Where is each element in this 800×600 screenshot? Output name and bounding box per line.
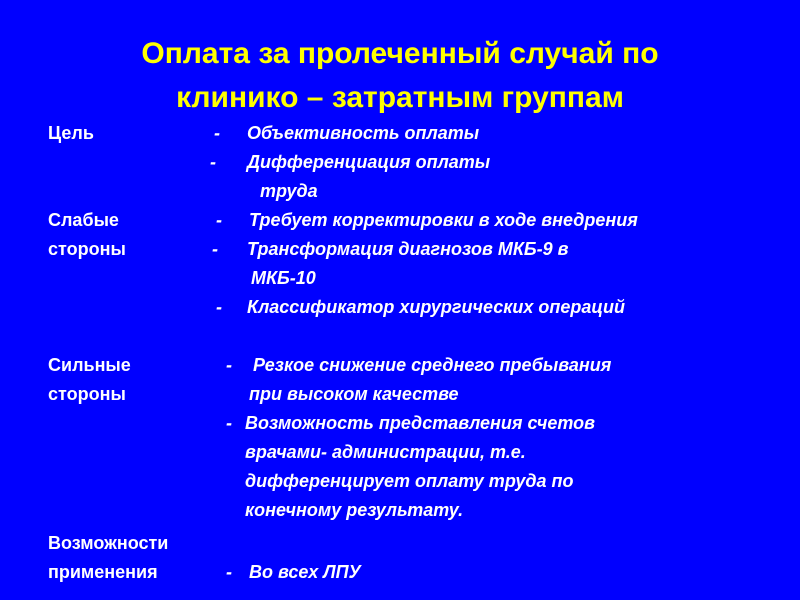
- strong-dash-1: -: [226, 355, 232, 375]
- strong-item-2-cont-1: врачами- администрации, т.е.: [245, 442, 526, 462]
- weak-item-2: Трансформация диагнозов МКБ-9 в: [247, 239, 569, 259]
- strong-item-2-cont-3: конечному результату.: [245, 500, 464, 520]
- applicability-label-2: применения: [48, 562, 158, 582]
- strong-item-1-cont: при высоком качестве: [249, 384, 459, 404]
- goal-label: Цель: [48, 123, 94, 143]
- applicability-item-1: Во всех ЛПУ: [249, 562, 361, 582]
- goal-item-1: Объективность оплаты: [247, 123, 480, 143]
- weak-item-1: Требует корректировки в ходе внедрения: [249, 210, 638, 230]
- weak-label-2: стороны: [48, 239, 126, 259]
- applicability-label-1: Возможности: [48, 533, 169, 553]
- weak-dash-1: -: [216, 210, 222, 230]
- goal-item-2-cont: труда: [260, 181, 318, 201]
- goal-dash-1: -: [214, 123, 220, 143]
- weak-item-3: Классификатор хирургических операций: [247, 297, 625, 317]
- strong-dash-2: -: [226, 413, 232, 433]
- slide-title-line-1: Оплата за пролеченный случай по: [141, 37, 659, 70]
- weak-label-1: Слабые: [48, 210, 119, 230]
- slide-title-line-2: клинико – затратным группам: [176, 81, 624, 114]
- weak-dash-3: -: [216, 297, 222, 317]
- goal-dash-2: -: [210, 152, 216, 172]
- weak-item-2-cont: МКБ-10: [251, 268, 316, 288]
- strong-item-1: Резкое снижение среднего пребывания: [253, 355, 612, 375]
- strong-item-2-cont-2: дифференцирует оплату труда по: [245, 471, 574, 491]
- strong-label-1: Сильные: [48, 355, 131, 375]
- strong-item-2: Возможность представления счетов: [245, 413, 595, 433]
- applicability-dash-1: -: [226, 562, 232, 582]
- weak-dash-2: -: [212, 239, 218, 259]
- strong-label-2: стороны: [48, 384, 126, 404]
- goal-item-2: Дифференциация оплаты: [247, 152, 491, 172]
